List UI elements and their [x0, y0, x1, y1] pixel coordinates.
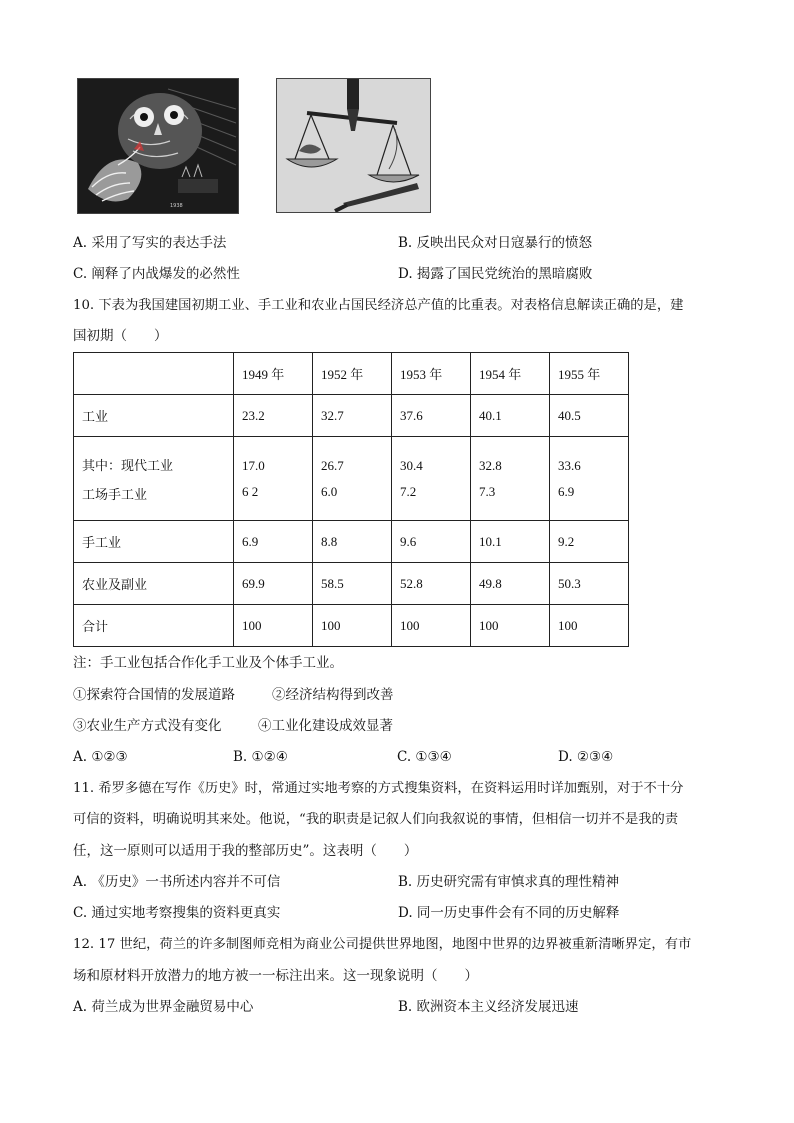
table-cell: 100: [234, 605, 313, 647]
table-cell: [392, 437, 471, 521]
q12-stem-line1: 12. 17 世纪，荷兰的许多制图师竞相为商业公司提供世界地图，地图中世界的边界被重新清晰界定，有市: [73, 937, 692, 952]
q10-item-4: ④工业化建设成效显著: [258, 718, 393, 734]
owl-rooster-cartoon: [77, 78, 239, 214]
row-label-workshop-handicraft: 工场手工业: [82, 486, 148, 502]
q11-option-d: D. 同一历史事件会有不同的历史解释: [398, 905, 620, 921]
q11-option-c: C. 通过实地考察搜集的资料更真实: [73, 905, 281, 921]
table-cell: 40.1: [471, 395, 550, 437]
table-row: [74, 437, 629, 521]
table-cell: 49.8: [471, 563, 550, 605]
table-cell: 9.6: [392, 521, 471, 563]
table-cell: 69.9: [234, 563, 313, 605]
cell-value: 30.4: [400, 457, 423, 473]
table-cell: 6.9: [234, 521, 313, 563]
q10-item-1: ①探索符合国情的发展道路: [73, 687, 235, 703]
q10-stem-line2: 国初期（ ）: [73, 328, 168, 344]
row-label: 合计: [74, 605, 234, 647]
scale-balance-cartoon: [276, 78, 431, 213]
table-cell: 9.2: [550, 521, 629, 563]
q10-option-c: C. ①③④: [397, 749, 452, 765]
cell-value: 17.0: [242, 457, 265, 473]
table-cell: 37.6: [392, 395, 471, 437]
table-cell: [550, 437, 629, 521]
cell-value: 6 2: [242, 483, 259, 499]
cell-value: 6.0: [321, 483, 338, 499]
table-header-cell: 1949 年: [234, 353, 313, 395]
q10-table-note: 注：手工业包括合作化手工业及个体手工业。: [73, 655, 343, 671]
q12-stem-line2: 场和原材料开放潜力的地方被一一标注出来。这一现象说明（ ）: [73, 968, 478, 984]
q10-item-3: ③农业生产方式没有变化: [73, 718, 222, 734]
row-label: [74, 437, 234, 521]
q11-option-b: B. 历史研究需有审慎求真的理性精神: [398, 874, 620, 890]
table-header-cell: 1953 年: [392, 353, 471, 395]
cell-value: 7.2: [400, 483, 417, 499]
row-label: 手工业: [74, 521, 234, 563]
q11-stem-line1: 11. 希罗多德在写作《历史》时，常通过实地考察的方式搜集资料，在资料运用时详加甄别，对于不十分: [73, 781, 684, 796]
table-corner-cell: [74, 353, 234, 395]
q10-option-d: D. ②③④: [558, 749, 614, 765]
table-header-row: [74, 353, 629, 395]
q12-option-b: B. 欧洲资本主义经济发展迅速: [398, 999, 579, 1015]
q10-option-a: A. ①②③: [73, 749, 128, 765]
table-cell: 32.7: [313, 395, 392, 437]
svg-text:1938: 1938: [170, 203, 183, 209]
table-cell: 100: [550, 605, 629, 647]
table-row: [74, 395, 629, 437]
table-header-cell: 1952 年: [313, 353, 392, 395]
cell-value: 33.6: [558, 457, 581, 473]
table-row: [74, 563, 629, 605]
q9-option-a: A. 采用了写实的表达手法: [73, 235, 227, 251]
table-cell: 8.8: [313, 521, 392, 563]
table-header-cell: 1954 年: [471, 353, 550, 395]
table-cell: 40.5: [550, 395, 629, 437]
table-cell: 50.3: [550, 563, 629, 605]
q11-option-a: A. 《历史》一书所述内容并不可信: [73, 874, 281, 890]
table-row: [74, 605, 629, 647]
table-cell: 52.8: [392, 563, 471, 605]
q9-option-d: D. 揭露了国民党统治的黑暗腐败: [398, 266, 593, 282]
q11-stem-line3: 任，这一原则可以适用于我的整部历史”。这表明（ ）: [73, 843, 418, 859]
table-cell: [471, 437, 550, 521]
table-cell: 23.2: [234, 395, 313, 437]
table-cell: 100: [392, 605, 471, 647]
cell-value: 7.3: [479, 483, 496, 499]
q9-option-c: C. 阐释了内战爆发的必然性: [73, 266, 240, 282]
cell-value: 32.8: [479, 457, 502, 473]
q10-item-2: ②经济结构得到改善: [272, 687, 394, 703]
cell-value: 26.7: [321, 457, 344, 473]
table-cell: [234, 437, 313, 521]
table-cell: [313, 437, 392, 521]
table-cell: 10.1: [471, 521, 550, 563]
q11-stem-line2: 可信的资料，明确说明其来处。他说，“我的职责是记叙人们向我叙说的事情，但相信一切并不是我的责: [73, 812, 679, 827]
q9-option-b: B. 反映出民众对日寇暴行的愤怒: [398, 235, 593, 251]
table-cell: 100: [313, 605, 392, 647]
q10-option-b: B. ①②④: [233, 749, 288, 765]
table-cell: 58.5: [313, 563, 392, 605]
q10-stem-line1: 10. 下表为我国建国初期工业、手工业和农业占国民经济总产值的比重表。对表格信息解读正确的是，建: [73, 298, 684, 313]
table-header-cell: 1955 年: [550, 353, 629, 395]
industry-share-table: [73, 352, 629, 647]
row-label: 工业: [74, 395, 234, 437]
row-label-modern-industry: 其中：现代工业: [82, 457, 174, 473]
table-cell: 100: [471, 605, 550, 647]
table-row: [74, 521, 629, 563]
cell-value: 6.9: [558, 483, 575, 499]
q12-option-a: A. 荷兰成为世界金融贸易中心: [73, 999, 254, 1015]
row-label: 农业及副业: [74, 563, 234, 605]
